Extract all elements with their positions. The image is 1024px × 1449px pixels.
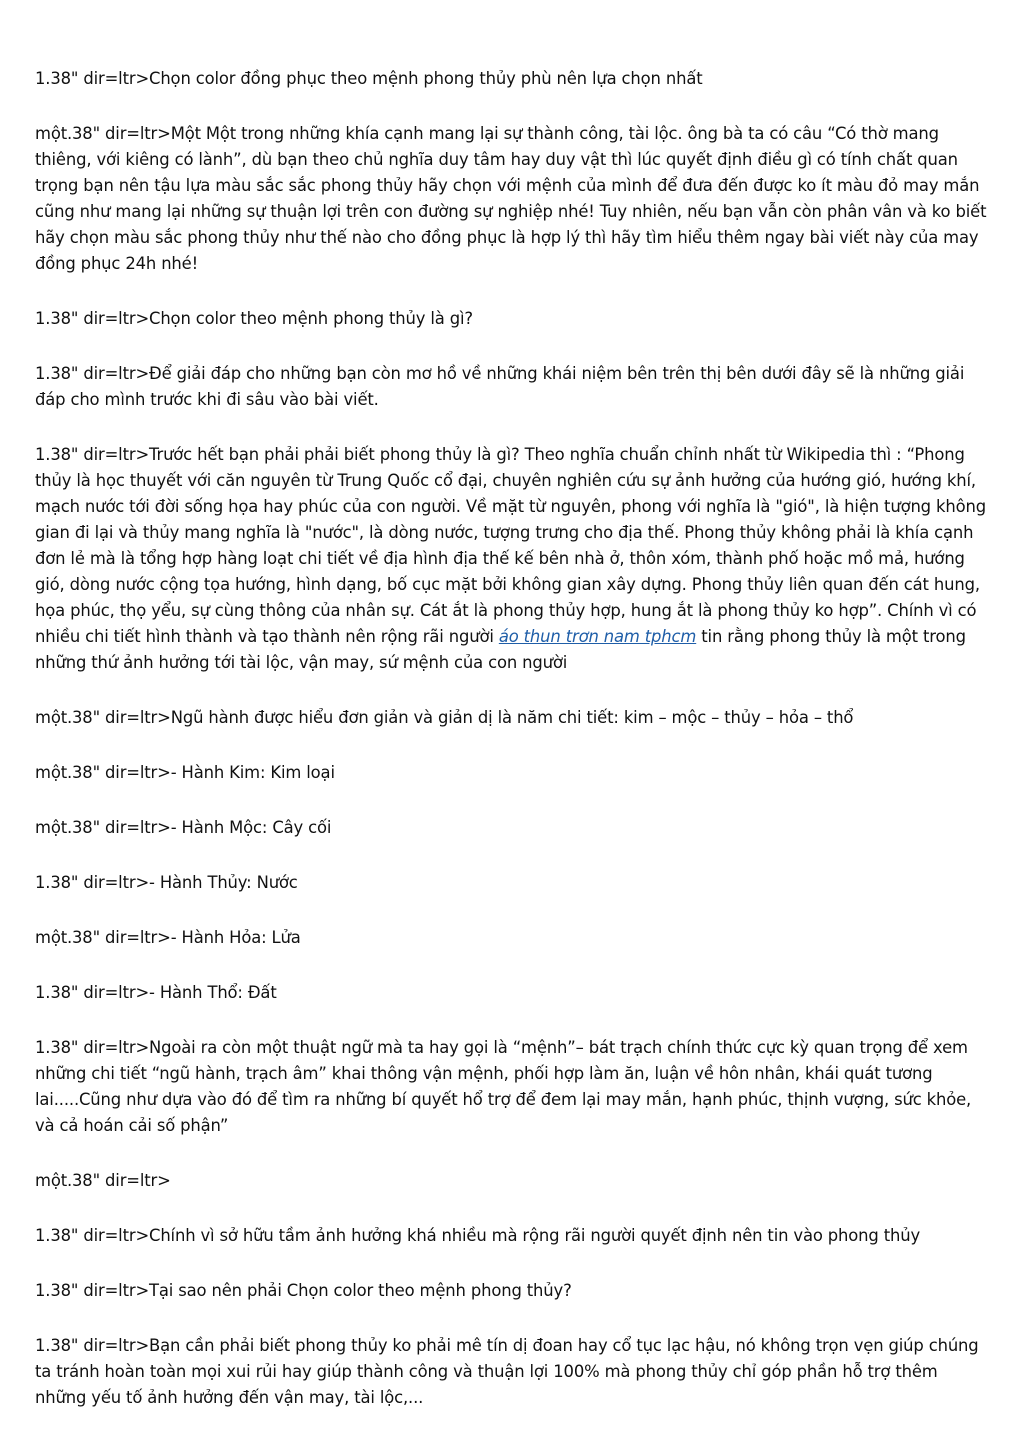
list-item-earth: 1.38" dir=ltr>- Hành Thổ: Đất — [35, 983, 277, 1002]
heading-choose-color: 1.38" dir=ltr>Chọn color đồng phục theo mệnh phong thủy phù nên lựa chọn nhất — [35, 69, 703, 88]
list-item-metal: một.38" dir=ltr>- Hành Kim: Kim loại — [35, 763, 335, 782]
closing-paragraph: 1.38" dir=ltr>Bạn cần phải biết phong thủy ko phải mê tín dị đoan hay cổ tục lạc hậu, nó không trọn vẹn giúp chúng ta tránh hoàn toàn mọi xui rủi hay giúp thành công và thuận lợi 100% mà phong thủy chỉ góp phần hỗ trợ thêm những yếu tố ảnh hưởng đến vận may, tài lộc,... — [35, 1336, 979, 1407]
intro-paragraph: một.38" dir=ltr>Một Một trong những khía cạnh mang lại sự thành công, tài lộc. ông bà ta có câu “Có thờ mang thiêng, với kiêng có lành”, dù bạn theo chủ nghĩa duy tâm hay duy vật thì lúc quyết định điều gì có tính chất quan trọng bạn nên tậu lựa màu sắc sắc phong thủy hãy chọn với mệnh của mình để đưa đến được ko ít màu đỏ may mắn cũng như mang lại những sự thuận lợi trên con đường sự nghiệp nhé! Tuy nhiên, nếu bạn vẫn còn phân vân và ko biết hãy chọn màu sắc phong thủy như thế nào cho đồng phục là hợp lý thì hãy tìm hiểu thêm ngay bài viết này của may đồng phục 24h nhé! — [35, 124, 987, 273]
five-elements-intro: một.38" dir=ltr>Ngũ hành được hiểu đơn giản và giản dị là năm chi tiết: kim – mộc – thủy – hỏa – thổ — [35, 708, 854, 727]
list-item-wood: một.38" dir=ltr>- Hành Mộc: Cây cối — [35, 818, 332, 837]
definition-text-after: tin rằng phong thủy là một trong những thứ ảnh hưởng tới tài lộc, vận may, sứ mệnh của con người — [35, 627, 966, 672]
list-item-water: 1.38" dir=ltr>- Hành Thủy: Nước — [35, 873, 298, 892]
explanation-paragraph: 1.38" dir=ltr>Để giải đáp cho những bạn còn mơ hồ về những khái niệm bên trên thị bên dưới đây sẽ là những giải đáp cho mình trước khi đi sâu vào bài viết. — [35, 364, 965, 409]
document-page — [35, 66, 990, 1440]
empty-paragraph: một.38" dir=ltr> — [35, 1171, 171, 1190]
destiny-paragraph: 1.38" dir=ltr>Ngoài ra còn một thuật ngữ mà ta hay gọi là “mệnh”– bát trạch chính thức cực kỳ quan trọng để xem những chi tiết “ngũ hành, trạch âm” khai thông vận mệnh, phối hợp làm ăn, luận về hôn nhân, khái quát tương lai.....Cũng như dựa vào đó để tìm ra những bí quyết hổ trợ để đem lại may mắn, hạnh phúc, thịnh vượng, sức khỏe, và cả hoán cải số phận” — [35, 1038, 972, 1135]
influence-paragraph: 1.38" dir=ltr>Chính vì sở hữu tầm ảnh hưởng khá nhiều mà rộng rãi người quyết định nên tin vào phong thủy — [35, 1226, 921, 1245]
tshirt-link[interactable]: áo thun trơn nam tphcm — [498, 627, 697, 646]
feng-shui-definition-paragraph — [35, 442, 990, 676]
heading-why-choose: 1.38" dir=ltr>Tại sao nên phải Chọn color theo mệnh phong thủy? — [35, 1281, 572, 1300]
list-item-fire: một.38" dir=ltr>- Hành Hỏa: Lửa — [35, 928, 301, 947]
heading-what-is: 1.38" dir=ltr>Chọn color theo mệnh phong thủy là gì? — [35, 309, 473, 328]
definition-text-before: 1.38" dir=ltr>Trước hết bạn phải phải biết phong thủy là gì? Theo nghĩa chuẩn chỉnh nhất từ Wikipedia thì : “Phong thủy là học thuyết với căn nguyên từ Trung Quốc cổ đại, chuyên nghiên cứu sự ảnh hưởng của hướng gió, hướng khí, mạch nước tới đời sống họa hay phúc của con người. Về mặt từ nguyên, phong với nghĩa là "gió", là hiện tượng không gian đi lại và thủy mang nghĩa là "nước", là dòng nước, tượng trưng cho địa thế. Phong thủy không phải là khía cạnh đơn lẻ mà là tổng hợp hàng loạt chi tiết về địa hình địa thế kế bên nhà ở, thôn xóm, thành phố hoặc mồ mả, hướng gió, dòng nước cộng tọa hướng, hình dạng, bố cục mặt bởi không gian xây dựng. Phong thủy liên quan đến cát hung, họa phúc, thọ yểu, sự cùng thông của nhân sự. Cát ắt là phong thủy hợp, hung ắt là phong thủy ko hợp”. Chính vì có nhiều chi tiết hình thành và tạo thành nên rộng rãi người — [35, 445, 986, 646]
